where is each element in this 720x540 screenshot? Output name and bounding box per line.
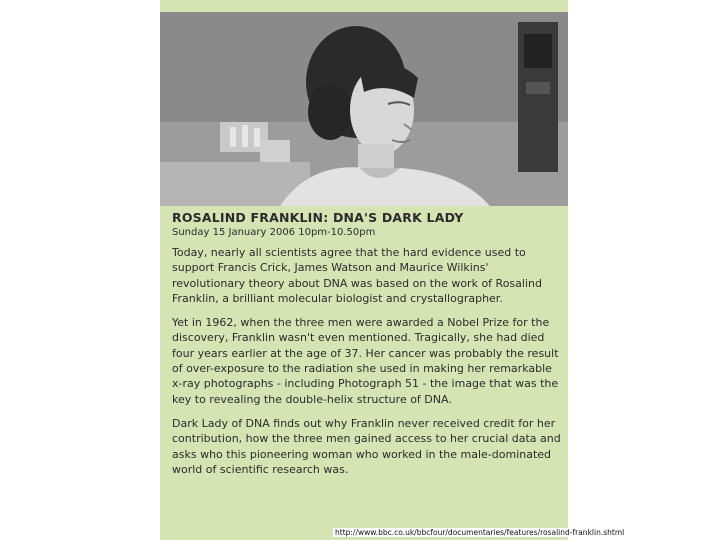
portrait-illustration: [160, 12, 568, 206]
article-card: [160, 0, 568, 540]
article-text: [172, 210, 564, 486]
paragraph-2: Yet in 1962, when the three men were awarded a Nobel Prize for the discovery, Franklin wasn't even mentioned. Tragically, she had died four years earlier at the age of 37. Her cancer was probably the result of over-exposure to the radiation she used in making her remarkable x-ray photographs - including Photograph 51 - the image that was the key to revealing the double-helix structure of DNA.: [172, 316, 559, 406]
source-link[interactable]: http://www.bbc.co.uk/bbcfour/documentaries/features/rosalind-franklin.shtml: [335, 528, 625, 537]
paragraph-1: Today, nearly all scientists agree that the hard evidence used to support Francis Crick, James Watson and Maurice Wilkins' revolutionary theory about DNA was based on the work of Rosalind Franklin, a brilliant molecular biologist and crystallographer.: [172, 246, 542, 305]
broadcast-time: Sunday 15 January 2006 10pm-10.50pm: [172, 227, 376, 238]
paragraph-3: Dark Lady of DNA finds out why Franklin never received credit for her contribution, how the three men gained access to her crucial data and asks who this pioneering woman who worked in the male-dominated world of scientific research was.: [172, 416, 561, 476]
article-title: ROSALIND FRANKLIN: DNA'S DARK LADY: [172, 210, 464, 225]
portrait-photo: [160, 12, 568, 206]
